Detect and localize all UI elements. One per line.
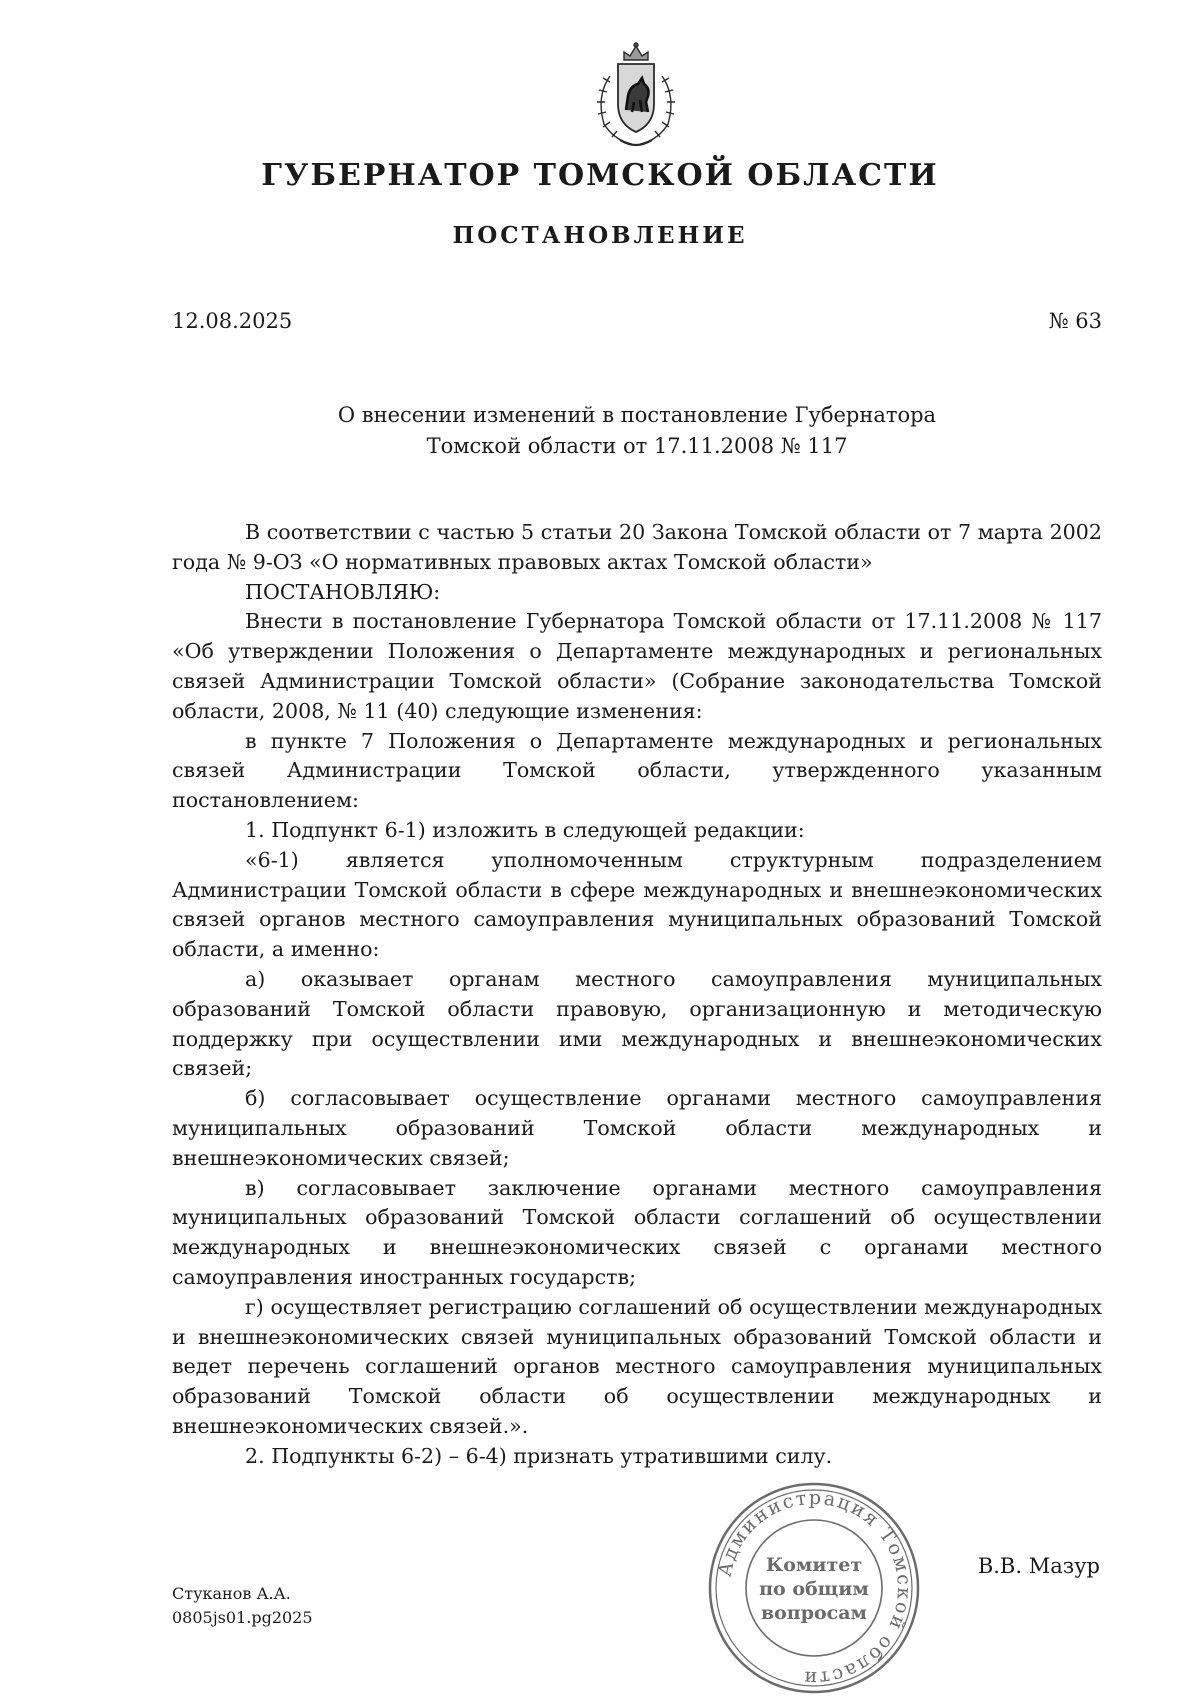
preamble-paragraph: В соответствии с частью 5 статьи 20 Закона Томской области от 7 марта 2002 года № 9-ОЗ «О нормативных правовых актах Томской области» xyxy=(172,520,1102,574)
seal-center-line: вопросам xyxy=(760,1602,868,1624)
document-subject xyxy=(172,400,1102,462)
performer-name: Стуканов А.А. xyxy=(172,1584,291,1603)
tomsk-coat-of-arms-icon xyxy=(580,40,692,152)
clause-reference-paragraph: в пункте 7 Положения о Департаменте международных и региональных связей Администрации Томской области, утвержденного указанным постановлением: xyxy=(172,728,1102,813)
intro-paragraph: Внести в постановление Губернатора Томской области от 17.11.2008 № 117 «Об утверждении Положения о Департаменте международных и региональных связей Администрации Томской области» (Собрание законодательства Томской области, 2008, № 11 (40) следующие изменения: xyxy=(172,609,1102,723)
item-1-text: «6-1) является уполномоченным структурным подразделением Администрации Томской области в сфере международных и внешнеэкономических связей органов местного самоуправления муниципальных образований Томской области, а именно: xyxy=(172,847,1102,962)
document-date: 12.08.2025 xyxy=(172,309,293,333)
decree-word: ПОСТАНОВЛЯЮ: xyxy=(245,579,441,604)
seal-center-line: по общим xyxy=(759,1578,869,1600)
document-kind-title: ПОСТАНОВЛЕНИЕ xyxy=(452,222,748,249)
item-2: 2. Подпункты 6-2) – 6-4) признать утратившими силу. xyxy=(245,1443,833,1468)
subitem-b: б) согласовывает осуществление органами местного самоуправления муниципальных образований Томской области международных и внешнеэкономических связей; xyxy=(172,1086,1102,1170)
signer-name: В.В. Мазур xyxy=(977,1554,1100,1578)
document-body xyxy=(172,518,1102,1472)
official-seal xyxy=(707,1481,921,1695)
subject-line: Томской области от 17.11.2008 № 117 xyxy=(426,434,848,458)
file-code: 0805js01.pg2025 xyxy=(172,1608,313,1627)
subitem-a: а) оказывает органам местного самоуправления муниципальных образований Томской области правовую, организационную и методическую поддержку при осуществлении ими международных и внешнеэкономических связей; xyxy=(172,966,1102,1081)
authority-title: ГУБЕРНАТОР ТОМСКОЙ ОБЛАСТИ xyxy=(261,158,939,193)
seal-ring-text: Администрация Томской области xyxy=(713,1486,916,1690)
subitem-g: г) осуществляет регистрацию соглашений об осуществлении международных и внешнеэкономических связей муниципальных образований Томской области и ведет перечень соглашений органов местного самоуправления муниципальных образований Томской области об осуществлении международных и внешнеэкономических связей.». xyxy=(172,1294,1102,1438)
subject-line: О внесении изменений в постановление Губернатора xyxy=(337,403,937,427)
seal-center-line: Комитет xyxy=(765,1554,863,1576)
performer-block xyxy=(172,1582,313,1630)
item-1-heading: 1. Подпункт 6-1) изложить в следующей редакции: xyxy=(245,817,805,842)
document-number: № 63 xyxy=(1048,309,1102,333)
subitem-v: в) согласовывает заключение органами местного самоуправления муниципальных образований Томской области соглашений об осуществлении международных и внешнеэкономических связей с органами местного самоуправления иностранных государств; xyxy=(172,1175,1102,1289)
